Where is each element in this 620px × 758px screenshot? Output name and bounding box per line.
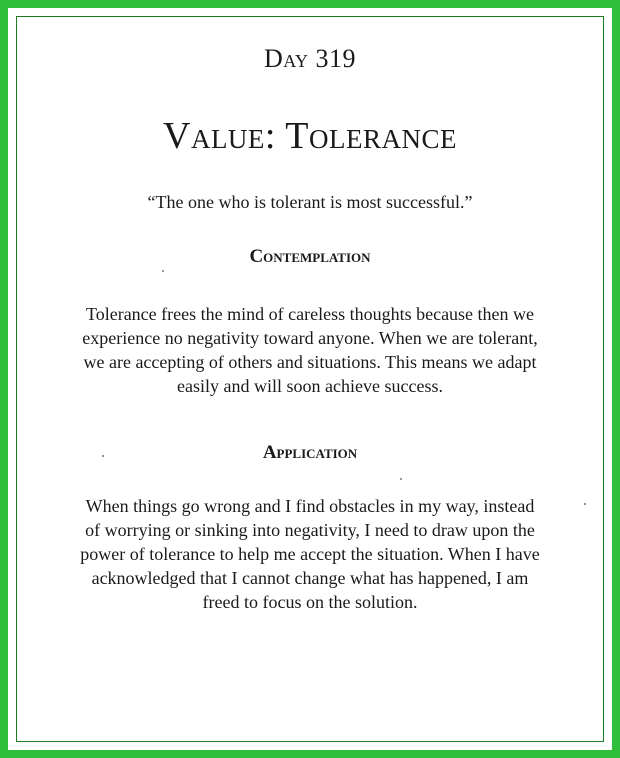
contemplation-line: Tolerance frees the mind of careless thoughts because then we [85,304,535,324]
application-line: of worrying or sinking into negativity, I need to draw upon the [85,520,535,540]
application-line: acknowledged that I cannot change what has happened, I am [91,568,529,588]
application-line: freed to focus on the solution. [202,592,418,612]
quote: “The one who is tolerant is most successful.” [147,192,473,212]
day-number: Day 319 [263,44,357,73]
value-title: Value: Tolerance [163,115,457,157]
contemplation-line: experience no negativity toward anyone. When we are tolerant, [82,328,538,348]
application-line: power of tolerance to help me accept the situation. When I have [80,544,540,564]
document-page [18,0,602,758]
scan-speck [584,503,586,505]
contemplation-line: we are accepting of others and situations. This means we adapt [83,352,537,372]
contemplation-paragraph [28,302,592,398]
scan-speck [102,455,104,457]
scan-speck [162,270,164,272]
application-paragraph [28,494,592,614]
application-line: When things go wrong and I find obstacles in my way, instead [85,496,535,516]
contemplation-line: easily and will soon achieve success. [177,376,443,396]
application-heading: Application [262,442,358,463]
contemplation-heading: Contemplation [249,246,371,267]
scan-speck [400,478,402,480]
